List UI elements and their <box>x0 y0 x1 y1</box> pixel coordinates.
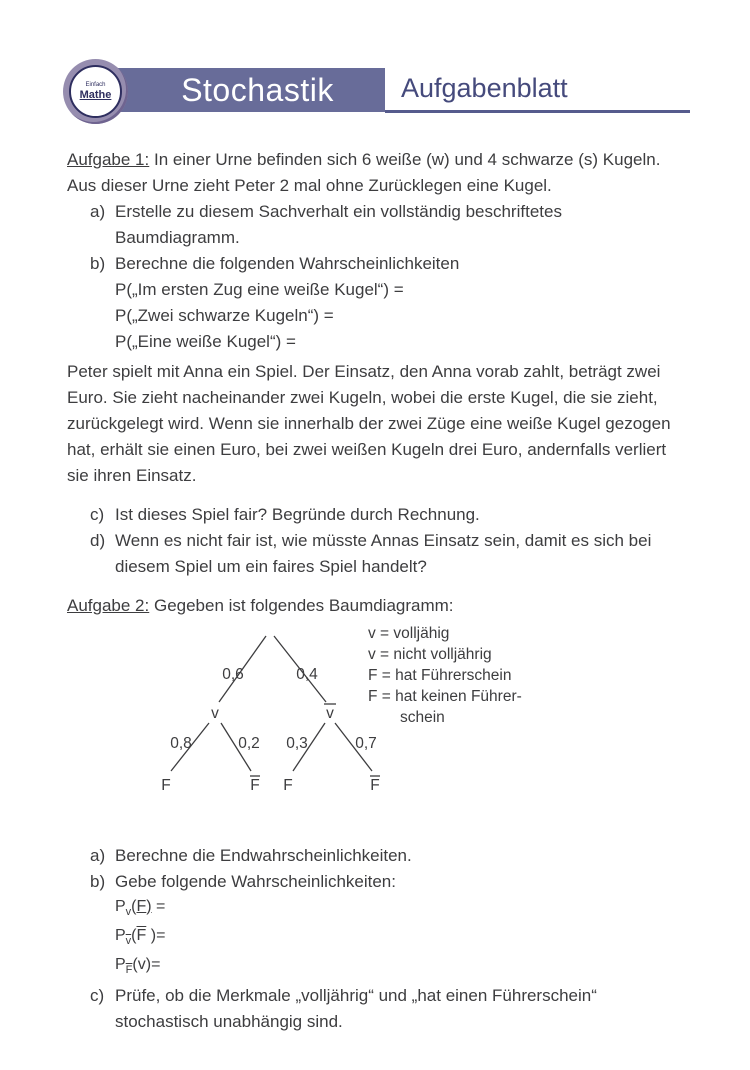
task2-probability-notation <box>115 895 691 983</box>
prob-subscript-overline: v <box>125 935 132 948</box>
item-text: Berechne die folgenden Wahrscheinlichkeiten <box>115 254 460 273</box>
task2-intro-paragraph <box>67 593 691 619</box>
equals-sign: = <box>151 898 166 915</box>
equals-sign: = <box>156 927 166 945</box>
list-item <box>90 251 691 277</box>
branch-probability: 0,7 <box>355 735 377 752</box>
branch-probability: 0,4 <box>296 666 318 683</box>
probability-line: P(„Im ersten Zug eine weiße Kugel“) = <box>115 280 404 299</box>
tree-leaf-f: F <box>161 777 171 794</box>
legend-line: v = nicht volljährig <box>368 646 492 663</box>
list-item <box>90 869 691 895</box>
prob-subscript: v <box>125 906 132 919</box>
list-item <box>90 528 691 580</box>
underlined-argument <box>137 898 152 915</box>
legend-line-continuation: schein <box>400 709 445 726</box>
item-text: Gebe folgende Wahrscheinlichkeiten: <box>115 872 396 891</box>
task1-intro-text: In einer Urne befinden sich 6 weiße (w) und 4 schwarze (s) Kugeln. Aus dieser Urne zieht Peter 2 mal ohne Zurücklegen eine Kugel. <box>67 150 661 195</box>
task1-probability-lines <box>115 277 691 355</box>
item-text: Erstelle zu diesem Sachverhalt ein vollständig beschriftetes Baumdiagramm. <box>115 202 562 247</box>
brand-logo <box>63 59 128 124</box>
task1-item-list <box>90 199 691 277</box>
legend-line: F = hat keinen Führer- <box>368 688 522 705</box>
paren: ) <box>145 956 152 974</box>
item-marker: d) <box>90 531 106 550</box>
paren: ) <box>146 898 152 915</box>
item-text: Ist dieses Spiel fair? Begründe durch Rechnung. <box>115 505 480 524</box>
legend-line: v = volljähig <box>368 625 450 642</box>
legend-line: F = hat Führerschein <box>368 667 512 684</box>
worksheet-content <box>67 147 691 1035</box>
list-item <box>90 843 691 869</box>
item-marker: a) <box>90 202 106 221</box>
branch-probability: 0,6 <box>222 666 244 683</box>
item-marker: b) <box>90 254 106 273</box>
equals-sign: = <box>151 956 161 974</box>
task1-intro-paragraph <box>67 147 691 199</box>
subject-title: Stochastik <box>181 71 334 108</box>
notation-line-pv-f <box>115 895 691 924</box>
task1-game-paragraph: Peter spielt mit Anna ein Spiel. Der Einsatz, den Anna vorab zahlt, beträgt zwei Euro. Sie zieht nacheinander zwei Kugeln, wobei die erste Kugel, die sie zieht, zurückgelegt wird. Wenn sie innerhalb der zwei Züge eine weiße Kugel gezogen hat, erhält sie einen Euro, bei zwei weißen Kugeln drei Euro, andernfalls verliert sie ihren Einsatz. <box>67 362 671 485</box>
paren: ( <box>132 956 138 974</box>
tree-node-v: v <box>211 705 219 722</box>
item-text: Berechne die Endwahrscheinlichkeiten. <box>115 846 412 865</box>
task1-item-list-2 <box>90 502 691 580</box>
prob-symbol: P <box>115 927 126 945</box>
tree-diagram-figure <box>67 621 691 805</box>
prob-argument: F <box>136 898 147 915</box>
task1-heading: Aufgabe 1: <box>67 150 150 169</box>
prob-argument-overline: $\overline{F}$ <box>136 927 147 945</box>
item-marker: b) <box>90 872 106 891</box>
item-marker: a) <box>90 846 106 865</box>
item-text: Wenn es nicht fair ist, wie müsste Annas Einsatz sein, damit es sich bei diesem Spiel um ein faires Spiel handelt? <box>115 531 652 576</box>
prob-symbol: P <box>115 956 126 974</box>
tree-legend <box>368 623 522 728</box>
list-item <box>90 199 691 251</box>
task2-item-list <box>90 843 691 895</box>
prob-subscript-overline: F <box>125 964 133 977</box>
logo-text-main: Mathe <box>79 88 112 101</box>
item-marker: c) <box>90 505 105 524</box>
item-text: Prüfe, ob die Merkmale „volljährig“ und „hat einen Führerschein“ stochastisch unabhängig sind. <box>115 985 597 1031</box>
logo-text-small: Einfach <box>85 82 106 89</box>
list-item <box>90 983 691 1035</box>
notation-line-pvbar-fbar <box>115 924 691 953</box>
tree-leaf-f-bar: F <box>250 777 260 794</box>
spacer <box>67 580 691 593</box>
tree-node-v-bar: v <box>326 705 334 722</box>
spacer <box>67 489 691 502</box>
task2-heading: Aufgabe 2: <box>67 596 150 615</box>
branch-probability: 0,2 <box>238 735 260 752</box>
paren: ) <box>146 927 157 945</box>
probability-line: P(„Zwei schwarze Kugeln“) = <box>115 306 334 325</box>
paren: ( <box>131 898 137 915</box>
task2-intro-text: Gegeben ist folgendes Baumdiagramm: <box>149 596 454 615</box>
doc-type-title: Aufgabenblatt <box>401 73 568 103</box>
paren: ( <box>131 927 137 945</box>
branch-probability: 0,3 <box>286 735 308 752</box>
prob-argument: v <box>137 956 146 974</box>
tree-diagram <box>140 621 400 803</box>
list-item <box>90 502 691 528</box>
brand-logo-inner <box>69 65 122 118</box>
prob-symbol: P <box>115 898 126 915</box>
header-rule <box>385 110 690 113</box>
task2-item-c <box>90 983 691 1035</box>
notation-line-pfbar-v <box>115 953 691 982</box>
branch-probability: 0,8 <box>170 735 192 752</box>
tree-leaf-f: F <box>283 777 293 794</box>
tree-leaf-f-bar: F <box>370 777 380 794</box>
item-marker: c) <box>90 985 105 1005</box>
header-bar <box>100 68 385 112</box>
probability-line: P(„Eine weiße Kugel“) = <box>115 332 296 351</box>
